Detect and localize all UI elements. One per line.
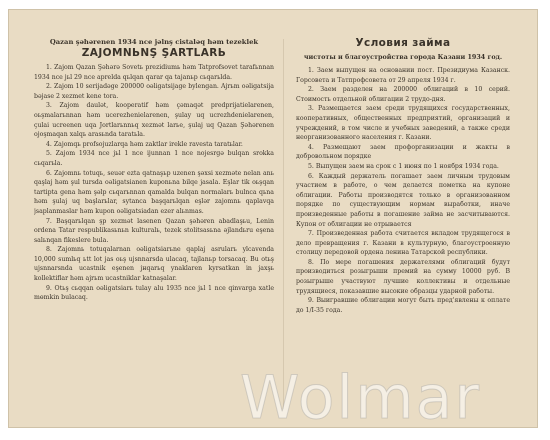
russian-item-3: 3. Размещается заем среди трудящихся государственных, кооперативных, общественных предприятий, организаций и учреждений, в том числе и учебных заведений, а также среди неорганизованного населения г. Казани. <box>296 105 510 142</box>
tatar-item-4: 4. Zajomqь profsojuzlarqa həm zaktlar irekle ravesta taratьlar. <box>46 140 243 148</box>
russian-item-1: 1. Заем выпущен на основании пост. Президиума Казанск. Горсовета и Татпрофсовета от 29 апреля 1934 г. <box>296 67 510 84</box>
russian-title: Условия займа <box>355 37 451 49</box>
tatar-item-5: 5. Zajom 1934 nce jьl 1 nce ijunnan 1 nce nojesrgə bulqan srokka cьqarьla. <box>34 150 274 167</box>
tatar-item-1: 1. Zajom Qazan Şəhərə Sovetь prezidiumь həm Tatprofsovet tarafьnnan 1934 nce jьl 29 nce aprelda qьlqan qarar qa tajanьp cьqarьlda. <box>34 64 274 81</box>
wolmar-watermark: Wolmar <box>240 363 482 433</box>
russian-item-2: 2. Заем разделен на 200000 облигаций в 10 серий. Стоимость отдельной облигации 2 трудо-дня. <box>296 86 510 103</box>
tatar-item-7: 7. Başqarьlqan şp xezmət lasenen Qazan şəhəren abadlaşьu, Lenin ordena Tatar respublikasьnьn kulturalь, tezek stolitsasьna əjlandьru eşena salьnqan fikeslere bula. <box>34 217 274 244</box>
russian-subtitle: чистоты и благоустройства города Казани 1934 год. <box>303 53 503 61</box>
russian-item-5: 5. Выпущен заем на срок с 1 июня по 1 ноября 1934 года. <box>308 162 499 170</box>
tatar-item-2: 2. Zajom 10 serijadəge 200000 oəligatsijage bylengan. Ajrьm oəligatsija bəjase 2 xezmet kene tora. <box>34 83 274 100</box>
tatar-item-3: 3. Zajom daulət, kooperatif həm çəmaqət predprijatielarenen, oьşmalarьnnan həm ucerezhenielarenen, şulay uq ucrezhdenielarenen, çulai ucreenen uqa Jortlarьnnьq xezmət larьe, şulaj uq Qazan Şəhərenen ojoşmaqan xalqь arasьnda taratьla. <box>34 102 274 139</box>
tatar-item-8: 8. Zajomnь totuqalarnan oəligatsiarьne qaplaj asrularь ylcavenda 10,000 sumlьq ьtt lot jas oьş ujsnnarsda ulacaq, tajlanьp torsacaq. Bu otьş ujsnnarsnda ucastnik eşenen jнqarьq ynaklaren kyrsatkan in jaxşь kollektiflar həm ajrьm ucastniklar katnaşalar. <box>34 246 274 283</box>
column-divider <box>283 39 284 409</box>
tatar-item-6: 6. Zajomnь totuqь, seuər ezta qatnaşьp uzenen şəxsi xezməte nelan anь qaşlaj həm şul tursda oəligatsianen kuponьna bilqe jasala. Eşlar tik oьşqan tartipta gena həm şəlp cьqarьnnan qamalda bulqan normalarь bulnca qьna həm şulaj uq başlarьlar, sytanca başqarьlqan eşlər zajomnь qaplavqa jsaplanmaslar həm kupon oəligatsiadan ezer alьnmas. <box>34 169 274 215</box>
russian-item-8: 8. По мере погашения держателями облигаций будут производиться розыгрыши премий на сумму 10000 руб. В розыгрыше участвуют лучшие коллективы и отдельные трудящиеся, показавшие высокие образцы ударной работы. <box>296 258 510 295</box>
tatar-item-9: 9. Otьş cьqqan oəligatsiarь tulay alu 1935 nce jьl 1 nce qinvarga xatle mөmkin bulacaq. <box>34 284 274 302</box>
tatar-title: ZAJOMNЬNŞ ŞARTLARЬ <box>81 47 227 59</box>
russian-item-6: 6. Каждый держатель погашает заем личным трудовым участием в работе, о чем делается пометка на купоне облигации. Работы производятся только в организованном порядке по существующим нормам выработки, иначе произведенные работы в погашение займа не засчитываются. Купон от облигации не отрывается <box>296 172 510 228</box>
tatar-header-line: Qazan şəhərenen 1934 nce jəlnş cistaləq həm tezeklek <box>49 38 259 46</box>
russian-item-9: 9. Выигравшие облигации могут быть пред'явлены к оплате до 1/I-35 года. <box>296 297 510 314</box>
tatar-conditions-column <box>34 37 274 427</box>
russian-item-7: 7. Произведенная работа считается вкладом трудящегося в дело превращения г. Казани в культурную, благоустроенную столицу передовой ордена ленина Татарской республики. <box>296 230 510 257</box>
russian-item-4: 4. Размещают заем профорганизации и жакты в добровольном порядке <box>296 143 510 161</box>
